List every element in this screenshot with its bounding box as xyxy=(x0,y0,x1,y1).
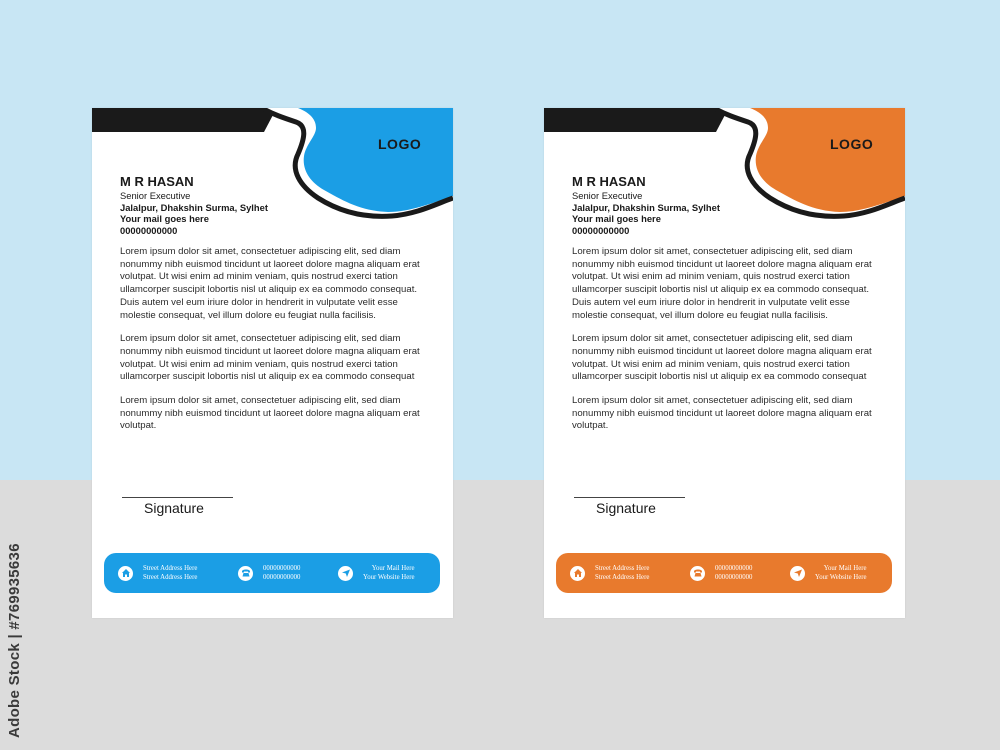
body-paragraph: Lorem ipsum dolor sit amet, consectetuer adipiscing elit, sed diam nonummy nibh euismod tincidunt ut laoreet dolore magna aliquam erat volutpat. xyxy=(120,395,420,432)
person-email: Your mail goes here xyxy=(120,213,209,224)
logo-text: LOGO xyxy=(378,136,422,152)
footer-phone-line: 00000000000 xyxy=(263,574,301,581)
person-title: Senior Executive xyxy=(120,190,191,201)
letter-body xyxy=(572,246,880,444)
footer-website-line: Your Website Here xyxy=(815,574,867,581)
contact-block xyxy=(572,174,720,236)
person-name: M R HASAN xyxy=(120,174,194,189)
person-name: M R HASAN xyxy=(572,174,646,189)
phone-icon xyxy=(238,566,253,581)
letter-body xyxy=(120,246,428,444)
footer-phone xyxy=(690,564,752,582)
footer-phone xyxy=(238,564,300,582)
body-paragraph: Lorem ipsum dolor sit amet, consectetuer adipiscing elit, sed diam nonummy nibh euismod tincidunt ut laoreet dolore magna aliquam erat volutpat. Ut wisi enim ad minim veniam, quis nostrud exerci tation ullamcorper suscipit lobortis nisl ut aliquip ex ea commodo consequat. Duis autem vel eum iriure dolor in hendrerit in vulputate velit esse molestie consequat, vel illum dolore eu feugiat nulla facilisis. xyxy=(572,246,872,321)
contact-block xyxy=(120,174,268,236)
footer-mail-line: Your Mail Here xyxy=(823,565,867,572)
body-paragraph: Lorem ipsum dolor sit amet, consectetuer adipiscing elit, sed diam nonummy nibh euismod tincidunt ut laoreet dolore magna aliquam erat volutpat. Ut wisi enim ad minim veniam, quis nostrud exerci tation ullamcorper suscipit lobortis nisl ut aliquip ex ea commodo consequat xyxy=(120,333,420,383)
footer-phone-line: 00000000000 xyxy=(263,565,301,572)
body-paragraph: Lorem ipsum dolor sit amet, consectetuer adipiscing elit, sed diam nonummy nibh euismod tincidunt ut laoreet dolore magna aliquam erat volutpat. Ut wisi enim ad minim veniam, quis nostrud exerci tation ullamcorper suscipit lobortis nisl ut aliquip ex ea commodo consequat. Duis autem vel eum iriure dolor in hendrerit in vulputate velit esse molestie consequat, vel illum dolore eu feugiat nulla facilisis. xyxy=(120,246,420,321)
person-address: Jalalpur, Dhakshin Surma, Sylhet xyxy=(120,201,268,213)
footer-address-line: Street Address Here xyxy=(595,574,650,581)
person-phone: 00000000000 xyxy=(120,224,178,236)
footer-bar xyxy=(104,553,440,593)
footer-mail xyxy=(338,564,415,582)
footer-mail xyxy=(790,564,867,582)
letterhead-orange xyxy=(544,108,905,618)
footer-phone-line: 00000000000 xyxy=(715,565,753,572)
body-paragraph: Lorem ipsum dolor sit amet, consectetuer adipiscing elit, sed diam nonummy nibh euismod tincidunt ut laoreet dolore magna aliquam erat volutpat. Ut wisi enim ad minim veniam, quis nostrud exerci tation ullamcorper suscipit lobortis nisl ut aliquip ex ea commodo consequat xyxy=(572,333,872,383)
person-title: Senior Executive xyxy=(572,190,643,201)
footer-website-line: Your Website Here xyxy=(363,574,415,581)
signature-label: Signature xyxy=(596,500,656,516)
send-icon xyxy=(790,566,805,581)
footer-address xyxy=(570,564,649,582)
footer-address-line: Street Address Here xyxy=(595,565,650,572)
signature-line xyxy=(122,497,233,498)
footer-mail-line: Your Mail Here xyxy=(371,565,415,572)
person-email: Your mail goes here xyxy=(572,213,661,224)
signature-label: Signature xyxy=(144,500,204,516)
body-paragraph: Lorem ipsum dolor sit amet, consectetuer adipiscing elit, sed diam nonummy nibh euismod tincidunt ut laoreet dolore magna aliquam erat volutpat. xyxy=(572,395,872,432)
footer-address-line: Street Address Here xyxy=(143,565,198,572)
stock-watermark: Adobe Stock | #769935636 xyxy=(6,543,23,738)
person-address: Jalalpur, Dhakshin Surma, Sylhet xyxy=(572,201,720,213)
footer-bar xyxy=(556,553,892,593)
send-icon xyxy=(338,566,353,581)
phone-icon xyxy=(690,566,705,581)
letterhead-blue xyxy=(92,108,453,618)
logo-text: LOGO xyxy=(830,136,874,152)
footer-address xyxy=(118,564,197,582)
signature-line xyxy=(574,497,685,498)
home-icon xyxy=(118,566,133,581)
person-phone: 00000000000 xyxy=(572,224,630,236)
home-icon xyxy=(570,566,585,581)
footer-address-line: Street Address Here xyxy=(143,574,198,581)
footer-phone-line: 00000000000 xyxy=(715,574,753,581)
